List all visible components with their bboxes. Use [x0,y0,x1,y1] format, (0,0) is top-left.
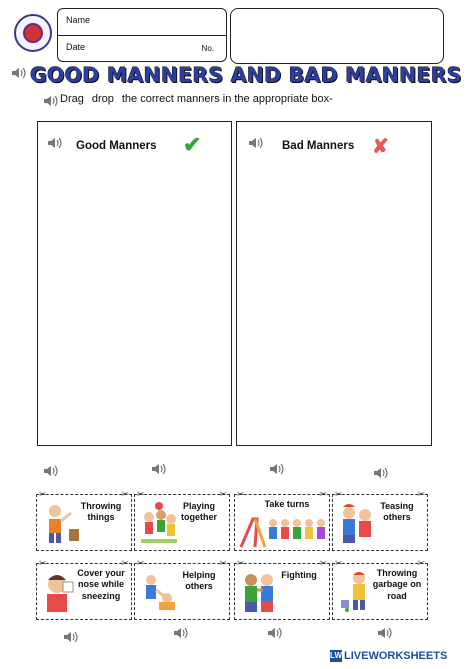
card-cover-nose[interactable]: ✂ ✂ Cover your nose while sneezing [36,563,132,620]
card-helping-others[interactable]: ✂ ✂ Helping others [134,563,230,620]
speaker-icon[interactable] [42,94,60,108]
speaker-icon[interactable] [266,626,284,640]
bad-manners-label: Bad Manners [282,140,355,152]
speaker-icon[interactable] [372,466,390,480]
card-take-turns[interactable]: ✂ ✂ Take turns [234,494,330,551]
speaker-icon[interactable] [42,464,60,478]
good-manners-label: Good Manners [76,140,157,152]
bad-manners-dropzone[interactable] [236,121,432,446]
card-label: Cover your nose while sneezing [77,568,125,601]
name-field[interactable] [58,9,226,36]
number-label: No. [201,44,214,53]
instruction-drag: Drag [60,93,84,105]
card-label: Throwing things [80,501,122,523]
date-label: Date [66,42,86,52]
instruction-drop: drop [91,93,114,105]
good-manners-dropzone[interactable] [37,121,232,446]
card-label: Fighting [281,570,317,580]
speaker-icon[interactable] [268,462,286,476]
card-label: Teasing others [380,501,414,523]
card-throwing-garbage[interactable]: ✂ ✂ Throwing garbage on road [332,563,428,620]
blank-info-box [230,8,444,64]
page-title: GOOD MANNERS AND BAD MANNERS [30,63,462,87]
check-icon: ✔ [183,132,202,157]
school-logo [14,14,52,52]
name-date-box [57,8,227,62]
card-teasing-others[interactable]: ✂ ✂ Teasing others [332,494,428,551]
card-label: Playing together [181,501,217,523]
kids-queue-slide-illustration [239,513,327,549]
card-label: Take turns [264,499,310,509]
card-playing-together[interactable]: ✂ ✂ Playing together [134,494,230,551]
date-field[interactable] [58,36,226,63]
speaker-icon[interactable] [172,626,190,640]
speaker-icon[interactable] [376,626,394,640]
instruction-rest: the correct manners in the appropriate box- [121,93,333,105]
speaker-icon[interactable] [10,66,28,80]
card-label: Throwing garbage on road [372,568,422,601]
brand-text: LIVEWORKSHEETS [344,650,448,662]
speaker-icon[interactable] [247,136,265,150]
liveworksheets-brand [330,650,447,662]
speaker-icon[interactable] [150,462,168,476]
card-fighting[interactable]: ✂ ✂ Fighting [234,563,330,620]
speaker-icon[interactable] [46,136,64,150]
speaker-icon[interactable] [62,630,80,644]
cross-icon: ✘ [372,136,389,158]
card-label: Helping others [182,570,216,592]
name-label: Name [66,15,91,25]
liveworksheets-logo-icon: LW [330,651,342,661]
instruction-text [60,93,341,105]
card-throwing-things[interactable]: ✂ ✂ Throwing things [36,494,132,551]
